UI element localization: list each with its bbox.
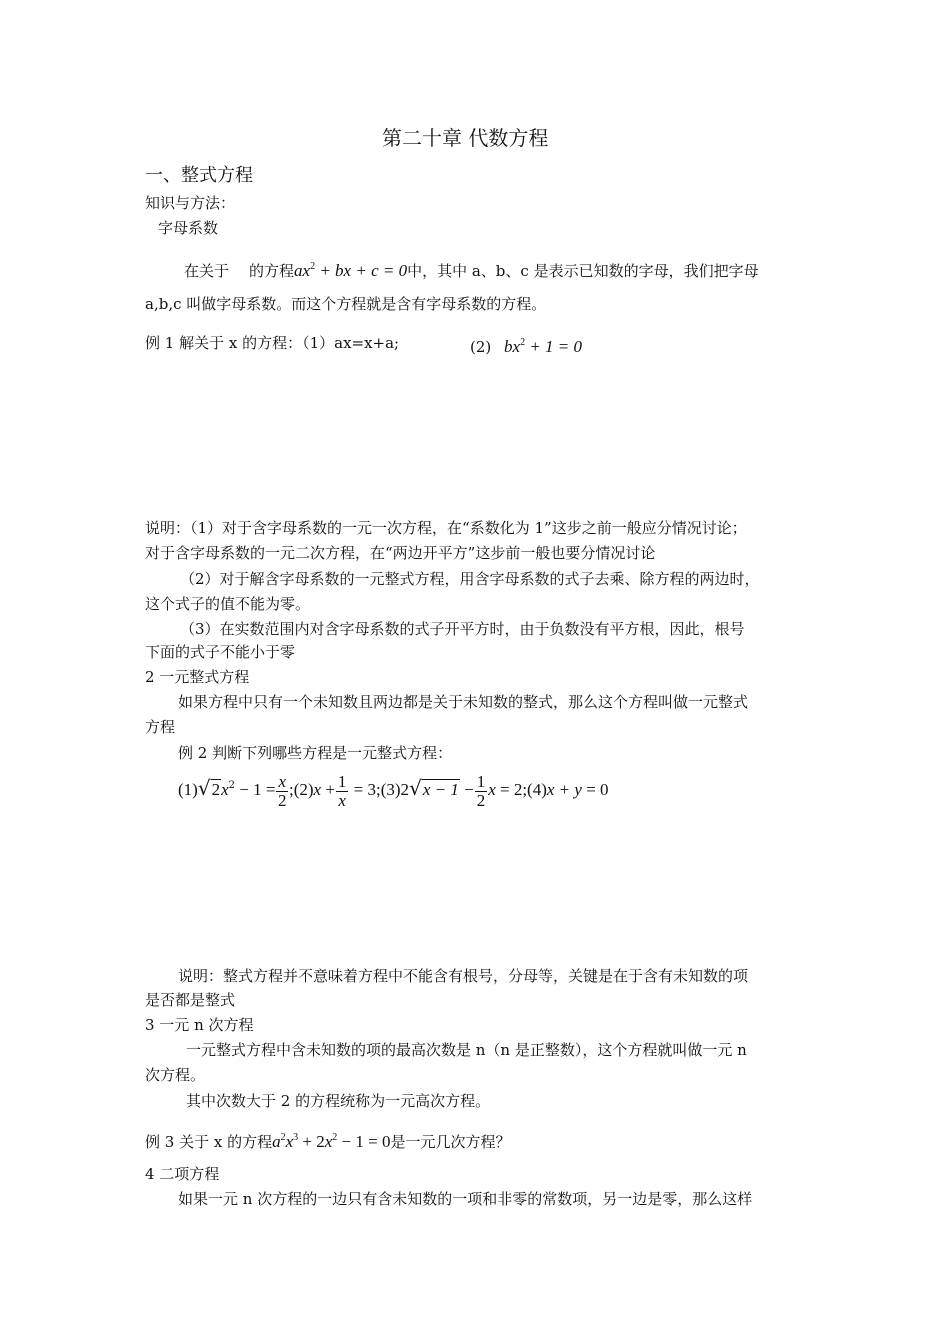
- subsection-letter-coefficients: 字母系数: [158, 219, 219, 237]
- example-2: 例 2 判断下列哪些方程是一元整式方程：: [178, 744, 453, 762]
- note-line: 对于含字母系数的一元二次方程，在“两边开平方”这步前一般也要分情况讨论: [145, 544, 656, 562]
- equation: $ax^2$ + bx + c = 0: [294, 261, 408, 280]
- paragraph-line: a,b,c 叫做字母系数。而这个方程就是含有字母系数的方程。: [145, 295, 547, 313]
- text: 的方程: [249, 262, 295, 280]
- note-line: 这个式子的值不能为零。: [145, 595, 311, 613]
- note-line: 说明：整式方程并不意味着方程中不能含有根号，分母等，关键是在于含有未知数的项: [178, 967, 749, 985]
- definition-line: 如果方程中只有一个未知数且两边都是关于未知数的整式，那么这个方程叫做一元整式: [178, 693, 749, 711]
- text: (2): [470, 338, 492, 356]
- text: 例 3 关于 x 的方程: [145, 1133, 273, 1151]
- text: 中，其中 a、b、c 是表示已知数的字母，我们把字母: [407, 262, 759, 280]
- definition-line: 次方程。: [145, 1066, 206, 1084]
- note-line: （3）在实数范围内对含字母系数的式子开平方时，由于负数没有平方根，因此，根号: [180, 620, 745, 638]
- definition-line: 其中次数大于 2 的方程统称为一元高次方程。: [186, 1092, 491, 1110]
- section-heading: 一、整式方程: [145, 165, 253, 186]
- equation: $a^2x^3 + 2x^2 - 1 = 0$: [272, 1132, 391, 1151]
- subsection-heading: 3 一元 n 次方程: [145, 1016, 254, 1034]
- definition-line: 如果一元 n 次方程的一边只有含未知数的一项和非零的常数项，另一边是零，那么这样: [178, 1190, 753, 1208]
- subsection-heading: 2 一元整式方程: [145, 668, 250, 686]
- definition-line: 方程: [145, 718, 176, 736]
- example-1-part-2: [470, 333, 582, 357]
- note-line: 说明：（1）对于含字母系数的一元一次方程，在“系数化为 1”这步之前一般应分情况讨论；: [145, 519, 747, 537]
- text: 是一元几次方程？: [390, 1133, 511, 1151]
- note-line: 下面的式子不能小于零: [145, 643, 296, 661]
- text: 在关于: [184, 262, 230, 280]
- subsection-heading: 4 二项方程: [145, 1165, 220, 1183]
- definition-line: 一元整式方程中含未知数的项的最高次数是 n（n 是正整数），这个方程就叫做一元 n: [186, 1041, 747, 1059]
- knowledge-label: 知识与方法：: [145, 194, 236, 212]
- equation: $bx^2 + 1 = 0$: [504, 337, 583, 356]
- chapter-title: 第二十章 代数方程: [382, 126, 549, 150]
- example-2-equation: $(1)√2x^2 - 1$ = $\frac{x}{2}$ ;(2)x + $\frac{1}{x}$ = 3;(3)2√x − 1 − $\frac{1}{2}$ x = 2;(4)x + y = 0: [178, 771, 609, 810]
- example-1: 例 1 解关于 x 的方程：（1）ax=x+a;: [145, 334, 400, 352]
- note-line: （2）对于解含字母系数的一元整式方程，用含字母系数的式子去乘、除方程的两边时，: [180, 570, 760, 588]
- example-3: [145, 1128, 510, 1152]
- note-line: 是否都是整式: [145, 991, 236, 1009]
- paragraph-line: [184, 257, 759, 281]
